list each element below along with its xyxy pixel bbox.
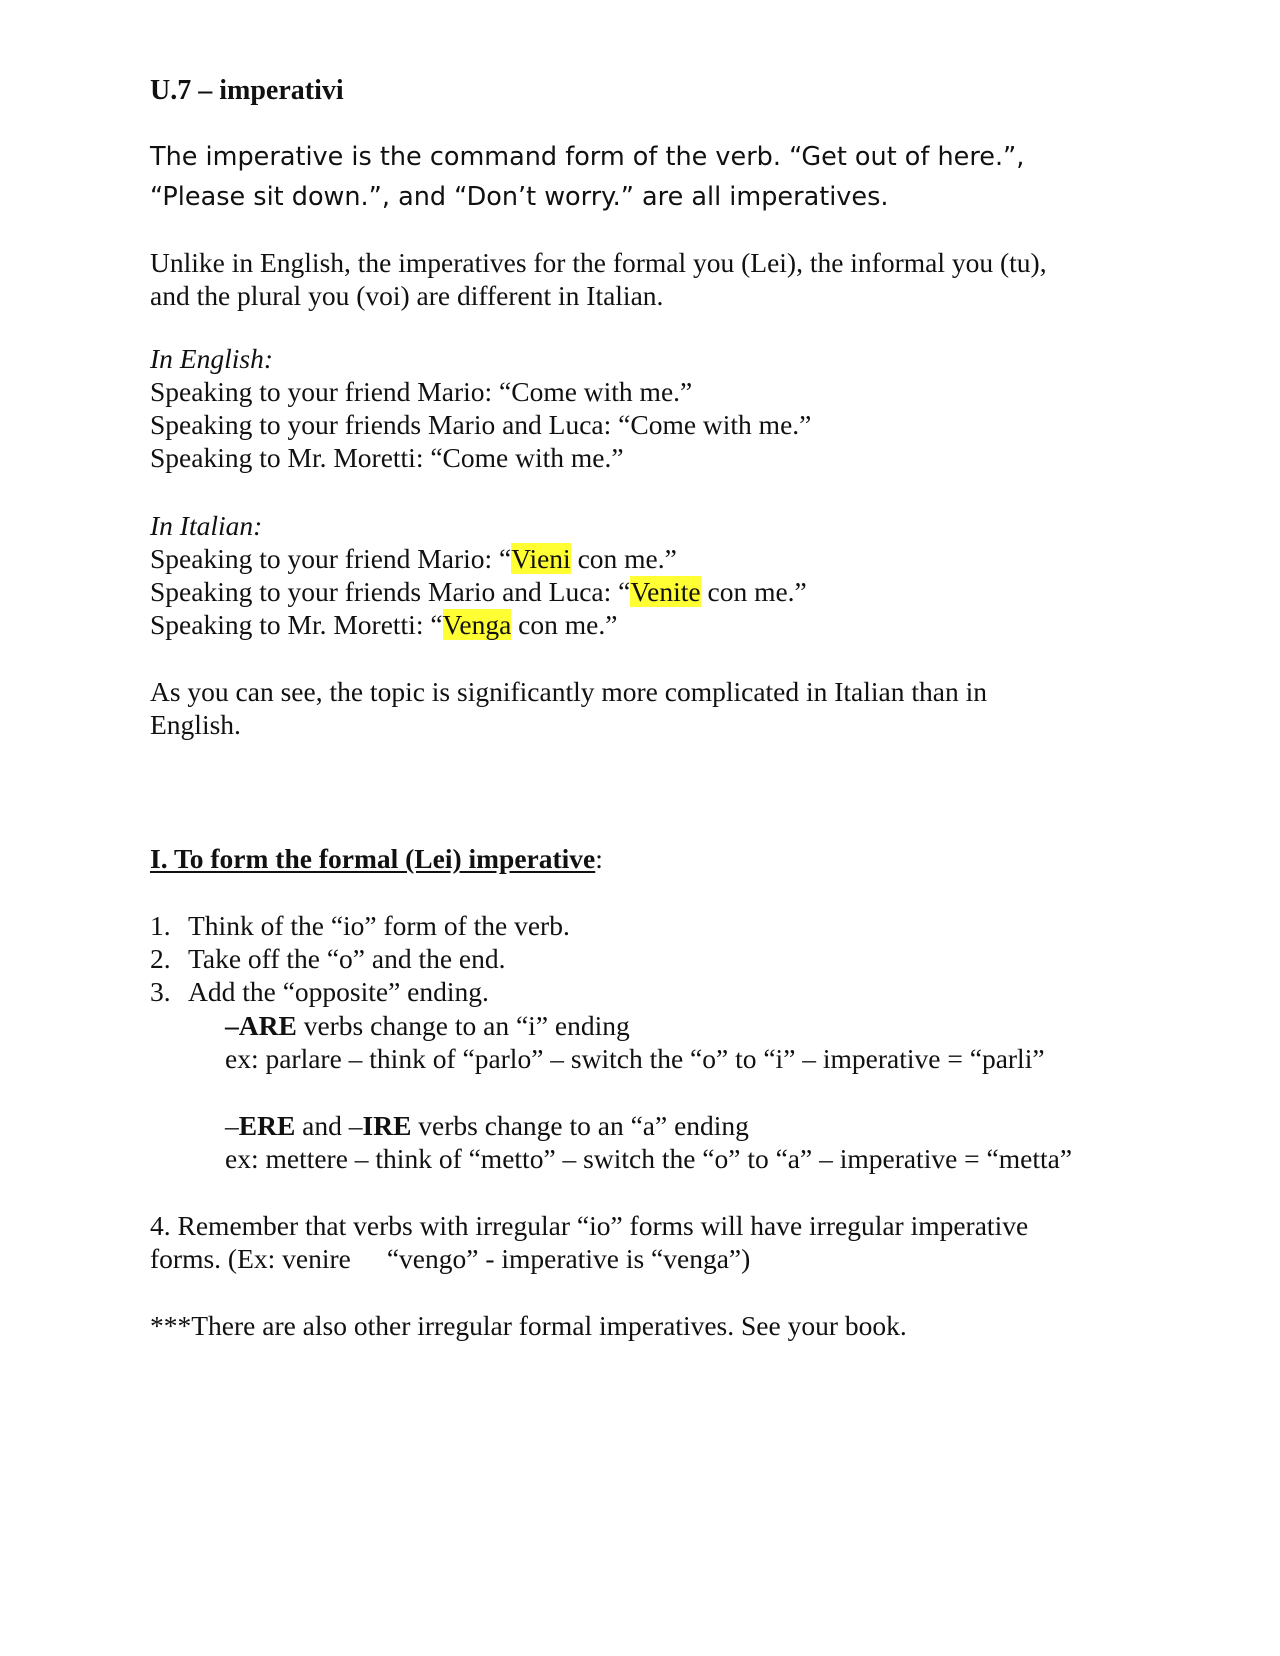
step-item: 2. Take off the “o” and the end. [150, 943, 506, 974]
italian-example: Speaking to your friend Mario: “Vieni con me.” [150, 543, 677, 574]
step-4-line-1: 4. Remember that verbs with irregular “io” forms will have irregular imperative [150, 1210, 1029, 1241]
english-example: Speaking to Mr. Moretti: “Come with me.” [150, 442, 624, 473]
section-heading: I. To form the formal (Lei) imperative: [150, 843, 603, 874]
italian-example: Speaking to your friends Mario and Luca: “Venite con me.” [150, 576, 807, 607]
intro-line-1: The imperative is the command form of the verb. “Get out of here.”, [150, 142, 1025, 172]
english-example: Speaking to your friend Mario: “Come with me.” [150, 376, 693, 407]
highlighted-verb: Vieni [511, 543, 571, 574]
step-4-line-2: forms. (Ex: venire “vengo” - imperative is “venga”) [150, 1243, 751, 1274]
intro-line-2: “Please sit down.”, and “Don’t worry.” are all imperatives. [150, 182, 889, 212]
page-title: U.7 – imperativi [150, 75, 344, 106]
step-item: 1. Think of the “io” form of the verb. [150, 910, 570, 941]
italian-label: In Italian: [150, 510, 263, 541]
are-rule: –ARE verbs change to an “i” ending [225, 1010, 630, 1041]
highlighted-verb: Venga [442, 609, 512, 640]
ere-ire-rule: –ERE and –IRE verbs change to an “a” ending [225, 1110, 749, 1141]
english-example: Speaking to your friends Mario and Luca: “Come with me.” [150, 409, 812, 440]
ere-ire-example: ex: mettere – think of “metto” – switch the “o” to “a” – imperative = “metta” [225, 1143, 1073, 1174]
irregular-note: ***There are also other irregular formal imperatives. See your book. [150, 1310, 907, 1341]
are-example: ex: parlare – think of “parlo” – switch the “o” to “i” – imperative = “parli” [225, 1043, 1045, 1074]
english-label: In English: [150, 343, 273, 374]
highlighted-verb: Venite [630, 576, 701, 607]
italian-example: Speaking to Mr. Moretti: “Venga con me.” [150, 609, 618, 640]
paragraph-1-line-1: Unlike in English, the imperatives for the formal you (Lei), the informal you (tu), [150, 247, 1047, 278]
paragraph-2-line-2: English. [150, 709, 241, 740]
step-item: 3. Add the “opposite” ending. [150, 976, 489, 1007]
paragraph-2-line-1: As you can see, the topic is significantly more complicated in Italian than in [150, 676, 987, 707]
paragraph-1-line-2: and the plural you (voi) are different in Italian. [150, 280, 664, 311]
